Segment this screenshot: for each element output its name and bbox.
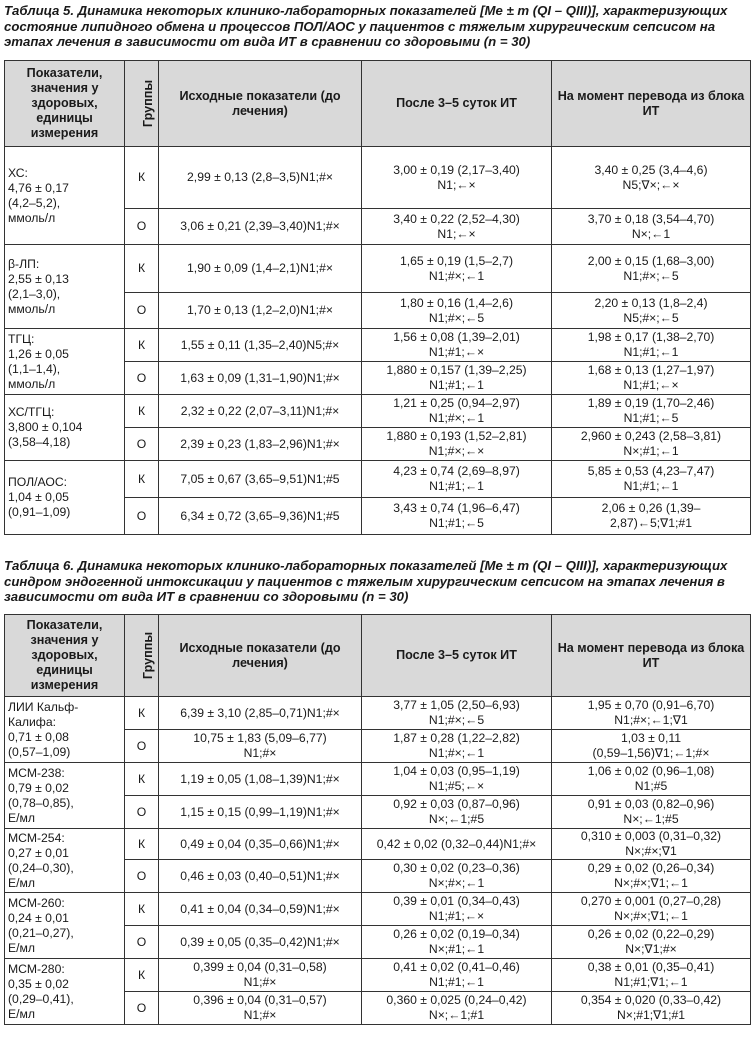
group-cell: О <box>125 796 159 829</box>
table6-caption: Таблица 6. Динамика некоторых клинико-лабораторных показателей [Me ± m (QI – QIII)], характеризующих синдром эндогенной интоксикации у пациентов с тяжелым хирургическим сепсисом на этапах лечения в зависимости от вида ИТ в сравнении со здоровыми (n = 30) <box>4 558 728 604</box>
transfer-cell: 1,98 ± 0,17 (1,38–2,70) N1;#1;←1 <box>552 329 751 362</box>
baseline-cell: 1,63 ± 0,09 (1,31–1,90)N1;#× <box>159 362 362 395</box>
group-cell: К <box>125 697 159 730</box>
table5-caption: Таблица 5. Динамика некоторых клинико-лабораторных показателей [Me ± m (QI – QIII)], характеризующих состояние липидного обмена и процессов ПОЛ/АОС у пациентов с тяжелым хирургическим сепсисом на этапах лечения в зависимости от вида ИТ в сравнении со здоровыми (n = 30) <box>4 3 728 49</box>
table6-body <box>5 697 751 1025</box>
after-cell: 1,880 ± 0,193 (1,52–2,81) N1;#×;←× <box>362 428 552 461</box>
table-row <box>5 697 751 730</box>
after-cell: 0,92 ± 0,03 (0,87–0,96) N×;←1;#5 <box>362 796 552 829</box>
table5-body <box>5 147 751 535</box>
indicator-cell: МСМ-260: 0,24 ± 0,01 (0,21–0,27), Е/мл <box>5 893 125 959</box>
group-cell: К <box>125 763 159 796</box>
transfer-cell: 2,00 ± 0,15 (1,68–3,00) N1;#×;←5 <box>552 245 751 293</box>
header-transfer: На момент перевода из блока ИТ <box>552 61 751 147</box>
after-cell: 0,39 ± 0,01 (0,34–0,43) N1;#1;←× <box>362 893 552 926</box>
group-cell: К <box>125 147 159 209</box>
transfer-cell: 0,38 ± 0,01 (0,35–0,41) N1;#1;∇1;←1 <box>552 959 751 992</box>
indicator-cell: ЛИИ Кальф-Калифа: 0,71 ± 0,08 (0,57–1,09) <box>5 697 125 763</box>
after-cell: 3,40 ± 0,22 (2,52–4,30) N1;←× <box>362 209 552 245</box>
baseline-cell: 0,49 ± 0,04 (0,35–0,66)N1;#× <box>159 829 362 860</box>
header-group-label: Группы <box>141 79 156 128</box>
transfer-cell: 0,91 ± 0,03 (0,82–0,96) N×;←1;#5 <box>552 796 751 829</box>
after-cell: 1,80 ± 0,16 (1,4–2,6) N1;#×;←5 <box>362 293 552 329</box>
transfer-cell: 3,40 ± 0,25 (3,4–4,6) N5;∇×;←× <box>552 147 751 209</box>
transfer-cell: 1,95 ± 0,70 (0,91–6,70) N1;#×;←1;∇1 <box>552 697 751 730</box>
header-after: После 3–5 суток ИТ <box>362 61 552 147</box>
baseline-cell: 0,39 ± 0,05 (0,35–0,42)N1;#× <box>159 926 362 959</box>
after-cell: 1,880 ± 0,157 (1,39–2,25) N1;#1;←1 <box>362 362 552 395</box>
transfer-cell: 1,03 ± 0,11 (0,59–1,56)∇1;←1;#× <box>552 730 751 763</box>
header-after: После 3–5 суток ИТ <box>362 615 552 697</box>
transfer-cell: 0,26 ± 0,02 (0,22–0,29) N×;∇1;#× <box>552 926 751 959</box>
transfer-cell: 3,70 ± 0,18 (3,54–4,70) N×;←1 <box>552 209 751 245</box>
baseline-cell: 2,99 ± 0,13 (2,8–3,5)N1;#× <box>159 147 362 209</box>
baseline-cell: 1,15 ± 0,15 (0,99–1,19)N1;#× <box>159 796 362 829</box>
table-row <box>5 829 751 860</box>
table-row <box>5 461 751 498</box>
group-cell: О <box>125 209 159 245</box>
transfer-cell: 5,85 ± 0,53 (4,23–7,47) N1;#1;←1 <box>552 461 751 498</box>
header-transfer: На момент перевода из блока ИТ <box>552 615 751 697</box>
baseline-cell: 0,396 ± 0,04 (0,31–0,57) N1;#× <box>159 992 362 1025</box>
after-cell: 1,56 ± 0,08 (1,39–2,01) N1;#1;←× <box>362 329 552 362</box>
baseline-cell: 6,34 ± 0,72 (3,65–9,36)N1;#5 <box>159 498 362 535</box>
baseline-cell: 1,90 ± 0,09 (1,4–2,1)N1;#× <box>159 245 362 293</box>
after-cell: 3,43 ± 0,74 (1,96–6,47) N1;#1;←5 <box>362 498 552 535</box>
header-baseline: Исходные показатели (до лечения) <box>159 615 362 697</box>
after-cell: 3,00 ± 0,19 (2,17–3,40) N1;←× <box>362 147 552 209</box>
group-cell: К <box>125 329 159 362</box>
after-cell: 1,04 ± 0,03 (0,95–1,19) N1;#5;←× <box>362 763 552 796</box>
baseline-cell: 2,32 ± 0,22 (2,07–3,11)N1;#× <box>159 395 362 428</box>
table-row <box>5 893 751 926</box>
table-row <box>5 959 751 992</box>
baseline-cell: 6,39 ± 3,10 (2,85–0,71)N1;#× <box>159 697 362 730</box>
after-cell: 0,360 ± 0,025 (0,24–0,42) N×;←1;#1 <box>362 992 552 1025</box>
group-cell: О <box>125 860 159 893</box>
header-group <box>125 615 159 697</box>
baseline-cell: 3,06 ± 0,21 (2,39–3,40)N1;#× <box>159 209 362 245</box>
baseline-cell: 2,39 ± 0,23 (1,83–2,96)N1;#× <box>159 428 362 461</box>
baseline-cell: 0,399 ± 0,04 (0,31–0,58) N1;#× <box>159 959 362 992</box>
table-row <box>5 763 751 796</box>
transfer-cell: 0,310 ± 0,003 (0,31–0,32) N×;#×;∇1 <box>552 829 751 860</box>
indicator-cell: МСМ-238: 0,79 ± 0,02 (0,78–0,85), Е/мл <box>5 763 125 829</box>
after-cell: 0,42 ± 0,02 (0,32–0,44)N1;#× <box>362 829 552 860</box>
baseline-cell: 10,75 ± 1,83 (5,09–6,77) N1;#× <box>159 730 362 763</box>
group-cell: К <box>125 245 159 293</box>
after-cell: 1,21 ± 0,25 (0,94–2,97) N1;#×;←1 <box>362 395 552 428</box>
table6 <box>4 614 751 1025</box>
header-indicator: Показатели, значения у здоровых, единицы измерения <box>5 61 125 147</box>
transfer-cell: 2,960 ± 0,243 (2,58–3,81) N×;#1;←1 <box>552 428 751 461</box>
group-cell: О <box>125 362 159 395</box>
baseline-cell: 7,05 ± 0,67 (3,65–9,51)N1;#5 <box>159 461 362 498</box>
after-cell: 4,23 ± 0,74 (2,69–8,97) N1;#1;←1 <box>362 461 552 498</box>
indicator-cell: МСМ-254: 0,27 ± 0,01 (0,24–0,30), Е/мл <box>5 829 125 893</box>
group-cell: О <box>125 730 159 763</box>
transfer-cell: 1,06 ± 0,02 (0,96–1,08) N1;#5 <box>552 763 751 796</box>
baseline-cell: 1,55 ± 0,11 (1,35–2,40)N5;#× <box>159 329 362 362</box>
header-group-label: Группы <box>141 631 156 680</box>
group-cell: О <box>125 293 159 329</box>
table-row <box>5 245 751 293</box>
group-cell: К <box>125 461 159 498</box>
group-cell: О <box>125 926 159 959</box>
after-cell: 3,77 ± 1,05 (2,50–6,93) N1;#×;←5 <box>362 697 552 730</box>
group-cell: О <box>125 498 159 535</box>
after-cell: 1,65 ± 0,19 (1,5–2,7) N1;#×;←1 <box>362 245 552 293</box>
after-cell: 0,26 ± 0,02 (0,19–0,34) N×;#1;←1 <box>362 926 552 959</box>
table-row <box>5 147 751 209</box>
indicator-cell: ПОЛ/АОС: 1,04 ± 0,05 (0,91–1,09) <box>5 461 125 535</box>
baseline-cell: 0,41 ± 0,04 (0,34–0,59)N1;#× <box>159 893 362 926</box>
after-cell: 1,87 ± 0,28 (1,22–2,82) N1;#×;←1 <box>362 730 552 763</box>
baseline-cell: 1,70 ± 0,13 (1,2–2,0)N1;#× <box>159 293 362 329</box>
transfer-cell: 0,354 ± 0,020 (0,33–0,42) N×;#1;∇1;#1 <box>552 992 751 1025</box>
after-cell: 0,30 ± 0,02 (0,23–0,36) N×;#×;←1 <box>362 860 552 893</box>
indicator-cell: ТГЦ: 1,26 ± 0,05 (1,1–1,4), ммоль/л <box>5 329 125 395</box>
table5 <box>4 60 751 535</box>
indicator-cell: ХС/ТГЦ: 3,800 ± 0,104 (3,58–4,18) <box>5 395 125 461</box>
table-row <box>5 329 751 362</box>
group-cell: К <box>125 829 159 860</box>
group-cell: О <box>125 428 159 461</box>
baseline-cell: 1,19 ± 0,05 (1,08–1,39)N1;#× <box>159 763 362 796</box>
header-indicator: Показатели, значения у здоровых, единицы измерения <box>5 615 125 697</box>
header-baseline: Исходные показатели (до лечения) <box>159 61 362 147</box>
indicator-cell: ХС: 4,76 ± 0,17 (4,2–5,2), ммоль/л <box>5 147 125 245</box>
transfer-cell: 1,68 ± 0,13 (1,27–1,97) N1;#1;←× <box>552 362 751 395</box>
baseline-cell: 0,46 ± 0,03 (0,40–0,51)N1;#× <box>159 860 362 893</box>
transfer-cell: 1,89 ± 0,19 (1,70–2,46) N1;#1;←5 <box>552 395 751 428</box>
indicator-cell: МСМ-280: 0,35 ± 0,02 (0,29–0,41), Е/мл <box>5 959 125 1025</box>
transfer-cell: 0,29 ± 0,02 (0,26–0,34) N×;#×;∇1;←1 <box>552 860 751 893</box>
transfer-cell: 0,270 ± 0,001 (0,27–0,28) N×;#×;∇1;←1 <box>552 893 751 926</box>
transfer-cell: 2,20 ± 0,13 (1,8–2,4) N5;#×;←5 <box>552 293 751 329</box>
header-group <box>125 61 159 147</box>
group-cell: К <box>125 395 159 428</box>
table-row <box>5 395 751 428</box>
group-cell: К <box>125 893 159 926</box>
group-cell: К <box>125 959 159 992</box>
indicator-cell: β-ЛП: 2,55 ± 0,13 (2,1–3,0), ммоль/л <box>5 245 125 329</box>
transfer-cell: 2,06 ± 0,26 (1,39– 2,87)←5;∇1;#1 <box>552 498 751 535</box>
group-cell: О <box>125 992 159 1025</box>
after-cell: 0,41 ± 0,02 (0,41–0,46) N1;#1;←1 <box>362 959 552 992</box>
